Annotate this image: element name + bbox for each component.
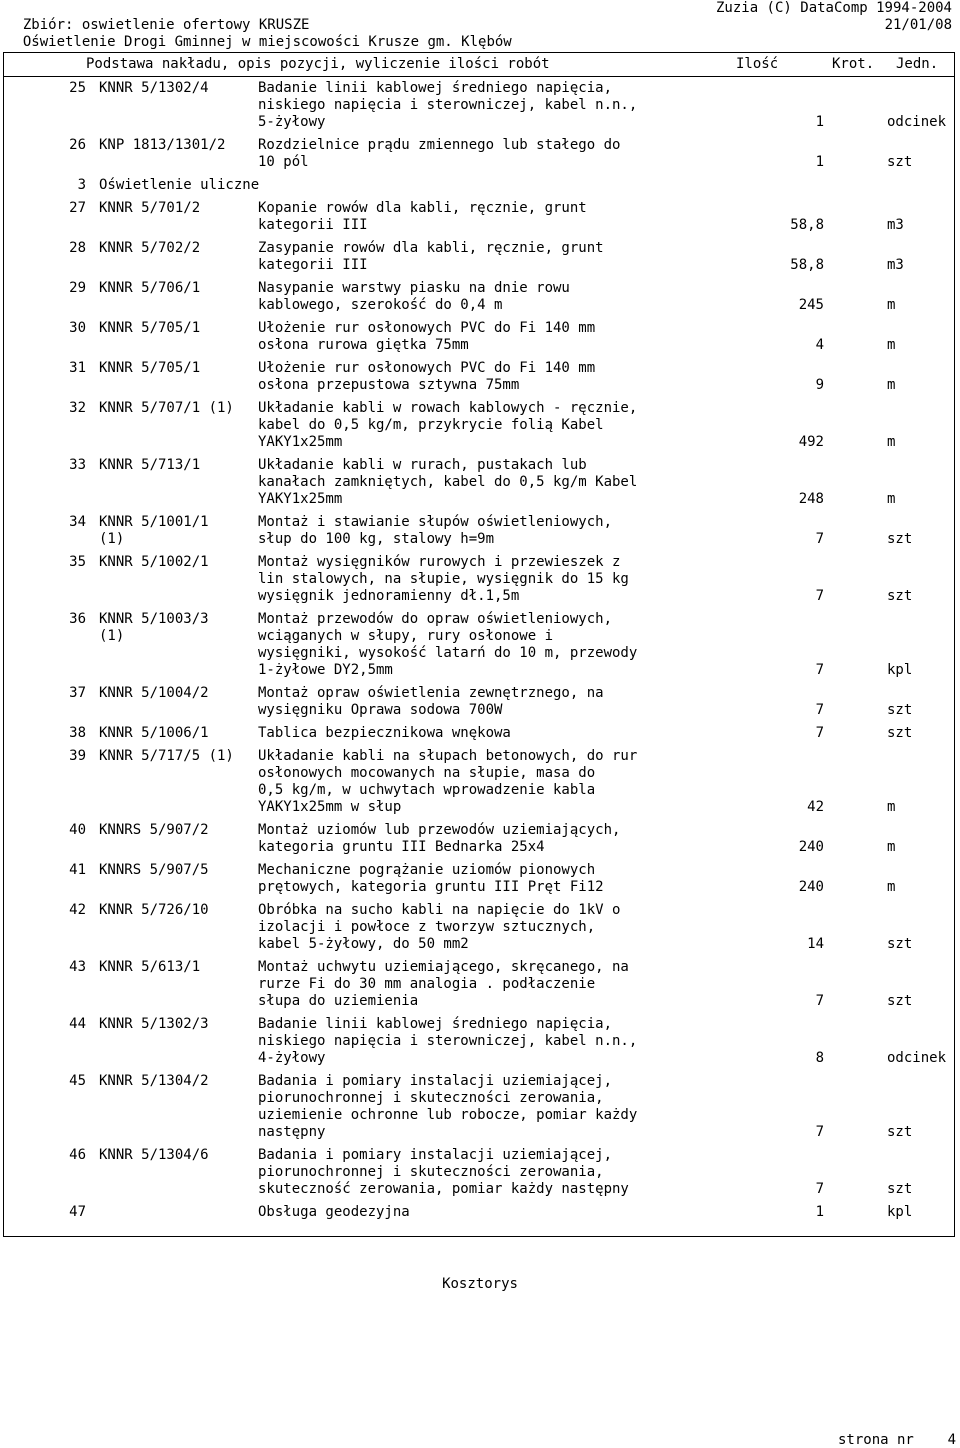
position-description: Montaż opraw oświetlenia zewnętrznego, na wysięgniku Oprawa sodowa 700W [258, 685, 604, 718]
position-code: KNNR 5/702/2 [99, 240, 201, 256]
position-description: Nasypanie warstwy piasku na dnie rowu kablowego, szerokość do 0,4 m [258, 280, 570, 313]
position-description: Montaż uziomów lub przewodów uziemiających, kategoria gruntu III Bednarka 25x4 [258, 822, 621, 855]
table-row [3, 725, 955, 742]
position-unit: szt [887, 936, 913, 952]
position-unit: szt [887, 725, 913, 741]
position-number: 34 [69, 514, 86, 530]
column-header-quantity: Ilość [736, 56, 779, 72]
table-row [3, 1147, 955, 1198]
position-number: 39 [69, 748, 86, 764]
position-code: KNNRS 5/907/5 [99, 862, 209, 878]
table-row [3, 862, 955, 896]
position-description: Układanie kabli w rowach kablowych - ręcznie, kabel do 0,5 kg/m, przykrycie folią Kabel YAKY1x25mm [258, 400, 638, 450]
position-quantity: 58,8 [790, 257, 824, 273]
position-code: KNNR 5/726/10 [99, 902, 209, 918]
table-row [3, 80, 955, 131]
position-quantity: 7 [815, 725, 824, 741]
position-unit: m [887, 377, 896, 393]
position-number: 3 [77, 177, 86, 193]
position-unit: m [887, 337, 896, 353]
position-code: KNNR 5/1304/2 [99, 1073, 209, 1089]
position-code: KNNR 5/1302/4 [99, 80, 209, 96]
table-row [3, 200, 955, 234]
position-description: Zasypanie rowów dla kabli, ręcznie, grunt kategorii III [258, 240, 604, 273]
document-title: Oświetlenie Drogi Gminnej w miejscowości Krusze gm. Klębów [22, 34, 512, 50]
table-row [3, 514, 955, 548]
position-quantity: 4 [815, 337, 824, 353]
position-code: KNNR 5/706/1 [99, 280, 201, 296]
position-code: KNP 1813/1301/2 [99, 137, 226, 153]
position-code: KNNR 5/1302/3 [99, 1016, 209, 1032]
position-unit: odcinek [887, 1050, 947, 1066]
position-code: KNNR 5/705/1 [99, 360, 201, 376]
position-unit: szt [887, 993, 913, 1009]
table-row [3, 1204, 955, 1221]
position-quantity: 7 [815, 702, 824, 718]
table-row [3, 554, 955, 605]
position-quantity: 58,8 [790, 217, 824, 233]
position-description: Ułożenie rur osłonowych PVC do Fi 140 mm osłona rurowa giętka 75mm [258, 320, 596, 353]
position-unit: m3 [887, 217, 904, 233]
position-description: Montaż przewodów do opraw oświetleniowych, wciąganych w słupy, rury osłonowe i wysięgniki, wysokość latarń do 10 m, przewody 1-żyłowe DY2,5mm [258, 611, 638, 678]
table-row [3, 1073, 955, 1141]
position-description: Obsługa geodezyjna [258, 1204, 410, 1220]
position-unit: m [887, 434, 896, 450]
position-description: Kopanie rowów dla kabli, ręcznie, grunt kategorii III [258, 200, 587, 233]
position-description: Badanie linii kablowej średniego napięcia, niskiego napięcia i sterowniczej, kabel n.n., 4-żyłowy [258, 1016, 638, 1066]
position-code: Oświetlenie uliczne [99, 177, 260, 193]
position-unit: m [887, 879, 896, 895]
position-unit: kpl [887, 662, 913, 678]
position-code: KNNR 5/705/1 [99, 320, 201, 336]
position-unit: m [887, 839, 896, 855]
position-number: 26 [69, 137, 86, 153]
position-number: 41 [69, 862, 86, 878]
position-unit: odcinek [887, 114, 947, 130]
position-code: KNNR 5/707/1 (1) [99, 400, 234, 416]
position-code: KNNR 5/717/5 (1) [99, 748, 234, 764]
position-quantity: 245 [798, 297, 824, 313]
position-number: 37 [69, 685, 86, 701]
position-quantity: 7 [815, 588, 824, 604]
table-row [3, 822, 955, 856]
position-code: KNNR 5/701/2 [99, 200, 201, 216]
position-number: 32 [69, 400, 86, 416]
position-description: Montaż wysięgników rurowych i przewieszek z lin stalowych, na słupie, wysięgnik do 15 kg wysięgnik jednoramienny dł.1,5m [258, 554, 629, 604]
position-number: 30 [69, 320, 86, 336]
position-description: Badania i pomiary instalacji uziemiającej, piorunochronnej i skuteczności zerowania, uziemienie ochronne lub robocze, pomiar każdy następny [258, 1073, 638, 1140]
column-header-description: Podstawa nakładu, opis pozycji, wyliczenie ilości robót [86, 56, 550, 72]
position-unit: kpl [887, 1204, 913, 1220]
position-number: 25 [69, 80, 86, 96]
position-code: KNNR 5/1001/1 (1) [99, 514, 209, 547]
page-label: strona nr [837, 1432, 914, 1448]
table-row [3, 959, 955, 1010]
position-description: Tablica bezpiecznikowa wnękowa [258, 725, 511, 741]
position-unit: szt [887, 154, 913, 170]
position-description: Badanie linii kablowej średniego napięcia, niskiego napięcia i sterowniczej, kabel n.n., 5-żyłowy [258, 80, 638, 130]
position-quantity: 42 [807, 799, 824, 815]
table-row [3, 360, 955, 394]
table-row [3, 1016, 955, 1067]
table-row [3, 902, 955, 953]
position-code: KNNR 5/613/1 [99, 959, 201, 975]
position-quantity: 1 [815, 1204, 824, 1220]
position-unit: m3 [887, 257, 904, 273]
position-unit: m [887, 491, 896, 507]
position-unit: m [887, 799, 896, 815]
page-number-line [838, 1432, 956, 1448]
position-number: 38 [69, 725, 86, 741]
position-quantity: 7 [815, 1181, 824, 1197]
table-row [3, 457, 955, 508]
position-quantity: 1 [815, 154, 824, 170]
position-unit: szt [887, 702, 913, 718]
position-number: 44 [69, 1016, 86, 1032]
position-number: 43 [69, 959, 86, 975]
column-header-unit: Jedn. [896, 56, 939, 72]
position-quantity: 7 [815, 531, 824, 547]
position-code: KNNR 5/1006/1 [99, 725, 209, 741]
position-unit: szt [887, 1181, 913, 1197]
section-row [3, 177, 955, 194]
table-row [3, 137, 955, 171]
position-description: Obróbka na sucho kabli na napięcie do 1kV o izolacji i powłoce z tworzyw sztucznych, kabel 5-żyłowy, do 50 mm2 [258, 902, 621, 952]
position-code: KNNRS 5/907/2 [99, 822, 209, 838]
position-code: KNNR 5/1002/1 [99, 554, 209, 570]
position-code: KNNR 5/713/1 [99, 457, 201, 473]
position-quantity: 240 [798, 839, 824, 855]
position-number: 36 [69, 611, 86, 627]
position-number: 46 [69, 1147, 86, 1163]
position-description: Ułożenie rur osłonowych PVC do Fi 140 mm osłona przepustowa sztywna 75mm [258, 360, 596, 393]
collection-name: Zbiór: oswietlenie ofertowy KRUSZE [22, 17, 310, 33]
position-code: KNNR 5/1004/2 [99, 685, 209, 701]
position-quantity: 248 [798, 491, 824, 507]
position-description: Rozdzielnice prądu zmiennego lub stałego do 10 pól [258, 137, 621, 170]
table-column-headers [3, 52, 955, 77]
position-unit: szt [887, 531, 913, 547]
position-number: 42 [69, 902, 86, 918]
table-row [3, 748, 955, 816]
position-quantity: 7 [815, 1124, 824, 1140]
position-quantity: 7 [815, 662, 824, 678]
position-number: 31 [69, 360, 86, 376]
column-header-krot: Krot. [832, 56, 875, 72]
document-date: 21/01/08 [884, 17, 952, 33]
position-description: Montaż uchwytu uziemiającego, skręcanego, na rurze Fi do 30 mm analogia . podłaczenie słupa do uziemienia [258, 959, 629, 1009]
page-number: 4 [947, 1432, 956, 1448]
position-quantity: 8 [815, 1050, 824, 1066]
footer-label: Kosztorys [442, 1276, 518, 1292]
software-credit: Zuzia (C) DataComp 1994-2004 [715, 0, 952, 16]
position-quantity: 1 [815, 114, 824, 130]
position-number: 35 [69, 554, 86, 570]
table-row [3, 320, 955, 354]
table-row [3, 685, 955, 719]
position-code: KNNR 5/1304/6 [99, 1147, 209, 1163]
position-number: 27 [69, 200, 86, 216]
position-quantity: 9 [815, 377, 824, 393]
position-quantity: 7 [815, 993, 824, 1009]
position-code: KNNR 5/1003/3 (1) [99, 611, 209, 644]
position-unit: m [887, 297, 896, 313]
position-quantity: 14 [807, 936, 824, 952]
position-unit: szt [887, 588, 913, 604]
position-quantity: 240 [798, 879, 824, 895]
table-row [3, 240, 955, 274]
table-row [3, 400, 955, 451]
table-row [3, 280, 955, 314]
position-unit: szt [887, 1124, 913, 1140]
position-number: 33 [69, 457, 86, 473]
position-number: 28 [69, 240, 86, 256]
position-description: Badania i pomiary instalacji uziemiającej, piorunochronnej i skuteczności zerowania, skuteczność zerowania, pomiar każdy następny [258, 1147, 629, 1197]
position-description: Układanie kabli w rurach, pustakach lub kanałach zamkniętych, kabel do 0,5 kg/m Kabel YAKY1x25mm [258, 457, 638, 507]
position-description: Mechaniczne pogrążanie uziomów pionowych prętowych, kategoria gruntu III Pręt Fi12 [258, 862, 604, 895]
position-number: 29 [69, 280, 86, 296]
position-number: 47 [69, 1204, 86, 1220]
position-quantity: 492 [798, 434, 824, 450]
position-description: Montaż i stawianie słupów oświetleniowych, słup do 100 kg, stalowy h=9m [258, 514, 613, 547]
position-number: 45 [69, 1073, 86, 1089]
table-row [3, 611, 955, 679]
position-number: 40 [69, 822, 86, 838]
position-description: Układanie kabli na słupach betonowych, do rur osłonowych mocowanych na słupie, masa do 0,5 kg/m, w uchwytach wprowadzenie kabla YAKY1x25mm w słup [258, 748, 638, 815]
